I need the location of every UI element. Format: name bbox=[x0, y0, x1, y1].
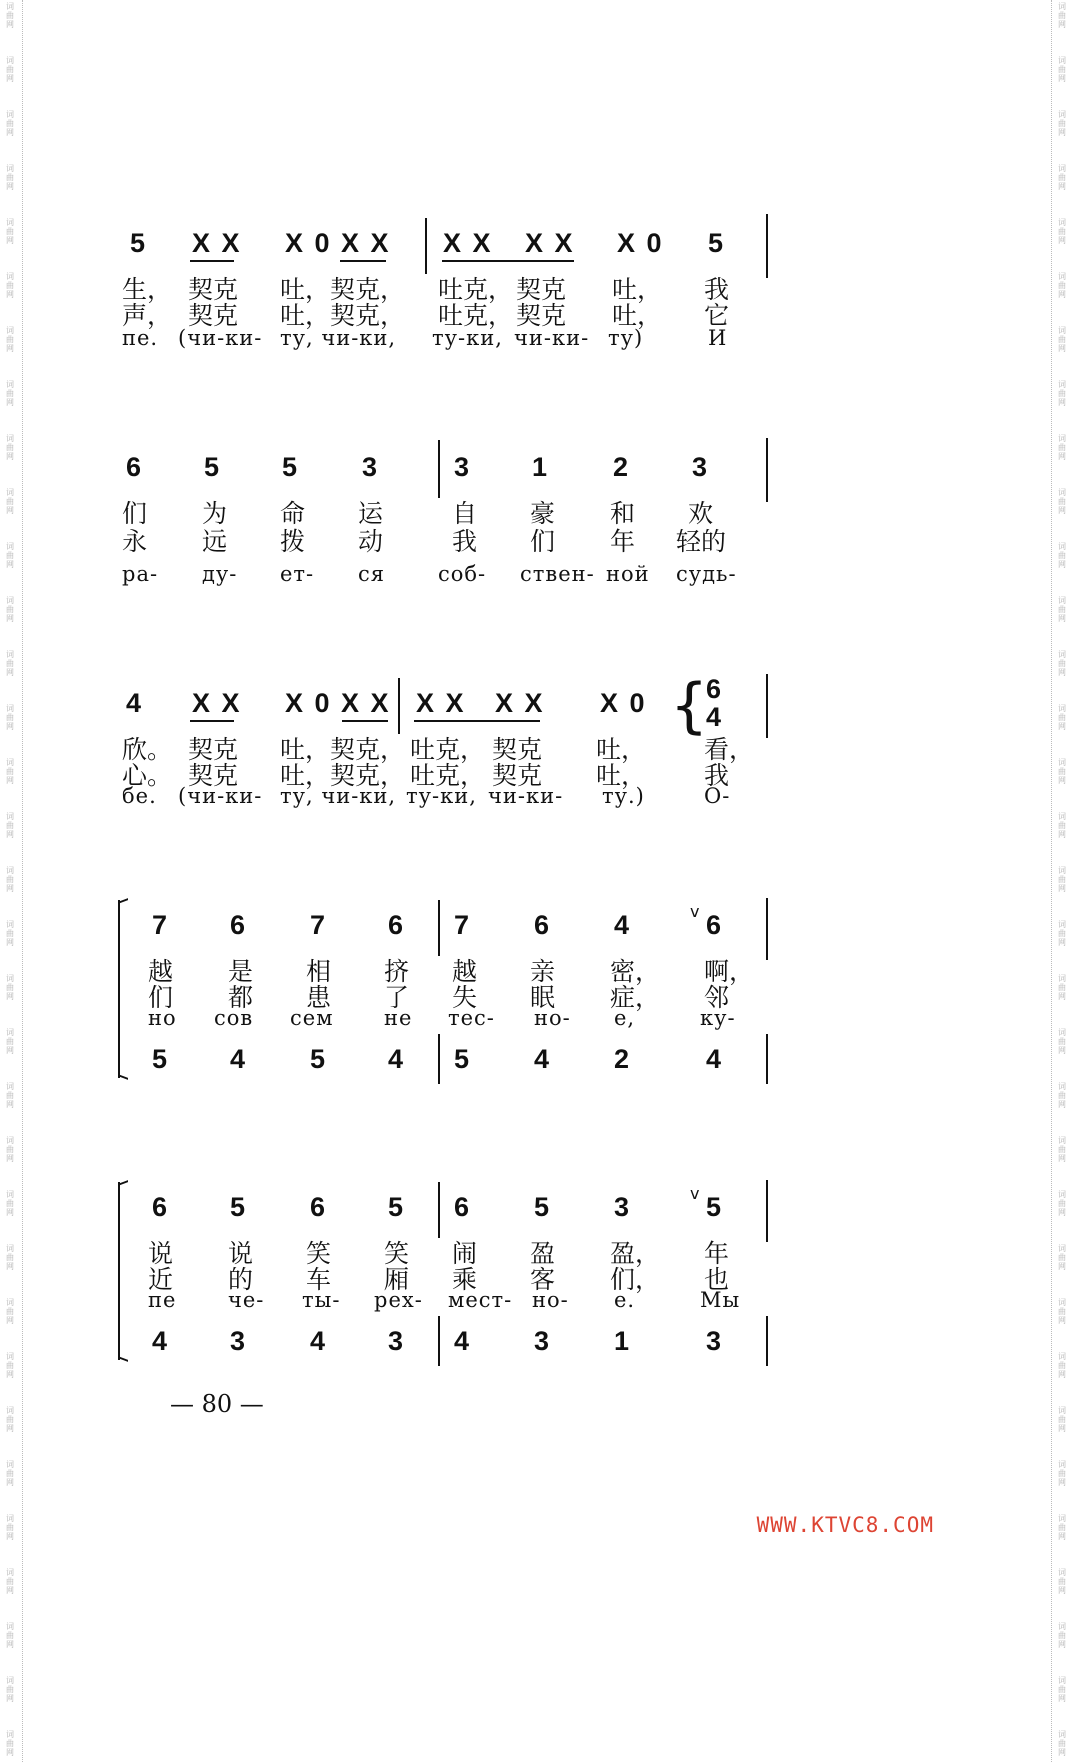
breath-mark: v bbox=[690, 1184, 700, 1203]
lyric: 契克 bbox=[492, 761, 543, 790]
edge-mark: 词 曲 网 bbox=[1058, 704, 1066, 731]
lyric: 吐，契克， bbox=[280, 761, 406, 790]
lyric: ту) bbox=[608, 326, 644, 350]
lyric: (чи-ки- bbox=[178, 784, 263, 808]
lyric: 是 bbox=[228, 957, 254, 986]
edge-mark: 词 曲 网 bbox=[6, 542, 14, 569]
lyric: 啊， bbox=[704, 957, 755, 986]
edge-mark: 词 曲 网 bbox=[6, 1730, 14, 1757]
lyric: 契克 bbox=[492, 735, 543, 764]
edge-mark: 词 曲 网 bbox=[1058, 812, 1066, 839]
edge-mark: 词 曲 网 bbox=[1058, 1136, 1066, 1163]
edge-mark: 词 曲 网 bbox=[6, 434, 14, 461]
lyric: 运 bbox=[358, 499, 384, 528]
note: 3 bbox=[692, 452, 710, 482]
edge-mark: 词 曲 网 bbox=[6, 326, 14, 353]
edge-mark: 词 曲 网 bbox=[6, 1352, 14, 1379]
lyric: рех- bbox=[374, 1288, 423, 1312]
edge-mark: 词 曲 网 bbox=[6, 812, 14, 839]
lyric: 吐克， bbox=[410, 761, 486, 790]
lyric: ту, чи-ки, bbox=[280, 326, 397, 350]
lyric: тес- bbox=[448, 1006, 495, 1030]
lyric: 吐， bbox=[612, 275, 663, 304]
lyric: 吐， bbox=[596, 735, 647, 764]
note: X 0 X X bbox=[285, 228, 391, 258]
bar-line bbox=[766, 1034, 768, 1084]
note: 4 bbox=[388, 1044, 406, 1074]
lyric: 厢 bbox=[384, 1265, 410, 1294]
edge-mark: 词 曲 网 bbox=[6, 56, 14, 83]
lyric: 吐，契克， bbox=[280, 301, 406, 330]
note: 4 bbox=[310, 1326, 328, 1356]
lyric: 都 bbox=[228, 983, 254, 1012]
note: X 0 bbox=[617, 228, 664, 258]
lyric: 和 bbox=[610, 499, 636, 528]
edge-mark: 词 曲 网 bbox=[1058, 1028, 1066, 1055]
lyric: ся bbox=[358, 562, 386, 586]
page-number: — 80 — bbox=[170, 1390, 264, 1418]
lyric: ной bbox=[606, 562, 650, 586]
edge-mark: 词 曲 网 bbox=[6, 1676, 14, 1703]
edge-mark: 词 曲 网 bbox=[1058, 1190, 1066, 1217]
edge-mark: 词 曲 网 bbox=[1058, 1568, 1066, 1595]
note: 1 bbox=[532, 452, 550, 482]
lyric: 生， bbox=[122, 275, 173, 304]
bar-line bbox=[425, 218, 427, 274]
lyric: 的 bbox=[228, 1265, 254, 1294]
note: X X bbox=[192, 228, 242, 258]
note: 3 bbox=[454, 452, 472, 482]
lyric: 自 bbox=[452, 499, 478, 528]
edge-mark: 词 曲 网 bbox=[6, 758, 14, 785]
lyric: сов bbox=[214, 1006, 254, 1030]
note: 3 bbox=[614, 1192, 632, 1222]
note: 5 bbox=[204, 452, 222, 482]
lyric: 契克 bbox=[516, 275, 567, 304]
underline bbox=[414, 720, 540, 722]
edge-mark: 词 曲 网 bbox=[1058, 110, 1066, 137]
note: 3 bbox=[388, 1326, 406, 1356]
lyric: ты- bbox=[302, 1288, 341, 1312]
edge-mark: 词 曲 网 bbox=[1058, 56, 1066, 83]
note: 4 bbox=[706, 702, 724, 732]
note: X X bbox=[416, 688, 466, 718]
lyric: 动 bbox=[358, 527, 384, 556]
edge-mark: 词 曲 网 bbox=[1058, 326, 1066, 353]
note: 6 bbox=[706, 674, 724, 704]
bar-line bbox=[438, 1034, 440, 1084]
lyric: соб- bbox=[438, 562, 487, 586]
lyric: 也 bbox=[704, 1265, 730, 1294]
edge-mark: 词 曲 网 bbox=[1058, 920, 1066, 947]
bar-line bbox=[766, 674, 768, 738]
underline bbox=[190, 260, 234, 262]
edge-mark: 词 曲 网 bbox=[1058, 1082, 1066, 1109]
lyric: ту, чи-ки, bbox=[280, 784, 397, 808]
lyric: е. bbox=[614, 1288, 636, 1312]
lyric: ту-ки, bbox=[432, 326, 503, 350]
lyric: 吐克， bbox=[438, 275, 514, 304]
lyric: ту-ки, bbox=[406, 784, 477, 808]
note: X X bbox=[443, 228, 493, 258]
lyric: 密， bbox=[610, 957, 661, 986]
edge-mark: 词 曲 网 bbox=[6, 1028, 14, 1055]
lyric: е, bbox=[614, 1006, 636, 1030]
lyric: 我 bbox=[452, 527, 478, 556]
lyric: 远 bbox=[202, 527, 228, 556]
lyric: 拨 bbox=[280, 527, 306, 556]
edge-mark: 词 曲 网 bbox=[1058, 218, 1066, 245]
right-margin-strip bbox=[1051, 0, 1074, 1762]
edge-mark: 词 曲 网 bbox=[1058, 542, 1066, 569]
note: 6 bbox=[310, 1192, 328, 1222]
edge-mark: 词 曲 网 bbox=[6, 218, 14, 245]
note: X X bbox=[495, 688, 545, 718]
note: 4 bbox=[534, 1044, 552, 1074]
bar-line bbox=[438, 1182, 440, 1238]
edge-mark: 词 曲 网 bbox=[6, 1136, 14, 1163]
lyric: пе. bbox=[122, 326, 159, 350]
edge-mark: 词 曲 网 bbox=[1058, 272, 1066, 299]
lyric: но- bbox=[534, 1006, 571, 1030]
note: X X bbox=[192, 688, 242, 718]
lyric: сем bbox=[290, 1006, 334, 1030]
note: 4 bbox=[454, 1326, 472, 1356]
edge-mark: 词 曲 网 bbox=[1058, 758, 1066, 785]
note: X 0 X X bbox=[285, 688, 391, 718]
edge-mark: 词 曲 网 bbox=[6, 1568, 14, 1595]
note: 1 bbox=[614, 1326, 632, 1356]
note: 5 bbox=[230, 1192, 248, 1222]
note: 5 bbox=[454, 1044, 472, 1074]
lyric: 欣。 bbox=[122, 735, 173, 764]
lyric: 盈 bbox=[530, 1239, 556, 1268]
lyric: че- bbox=[228, 1288, 265, 1312]
edge-mark: 词 曲 网 bbox=[6, 1244, 14, 1271]
edge-mark: 词 曲 网 bbox=[1058, 1406, 1066, 1433]
staff-bracket bbox=[118, 900, 130, 1078]
lyric: бе. bbox=[122, 784, 157, 808]
lyric: 吐克， bbox=[438, 301, 514, 330]
edge-mark: 词 曲 网 bbox=[1058, 1514, 1066, 1541]
lyric: 近 bbox=[148, 1265, 174, 1294]
edge-mark: 词 曲 网 bbox=[1058, 1730, 1066, 1757]
edge-mark: 词 曲 网 bbox=[1058, 1298, 1066, 1325]
note: 5 bbox=[534, 1192, 552, 1222]
edge-mark: 词 曲 网 bbox=[6, 164, 14, 191]
lyric: 越 bbox=[452, 957, 478, 986]
edge-mark: 词 曲 网 bbox=[1058, 434, 1066, 461]
note: 4 bbox=[126, 688, 144, 718]
lyric: 我 bbox=[704, 275, 730, 304]
lyric: 说 bbox=[148, 1239, 174, 1268]
note: 2 bbox=[613, 452, 631, 482]
lyric: 契克 bbox=[188, 275, 239, 304]
underline bbox=[442, 260, 574, 262]
note: 3 bbox=[534, 1326, 552, 1356]
note: 6 bbox=[152, 1192, 170, 1222]
note: 7 bbox=[310, 910, 328, 940]
edge-mark: 词 曲 网 bbox=[6, 272, 14, 299]
edge-mark: 词 曲 网 bbox=[6, 866, 14, 893]
bar-line bbox=[766, 1180, 768, 1242]
lyric: чи-ки- bbox=[488, 784, 564, 808]
lyric: 年 bbox=[610, 527, 636, 556]
lyric: 失 bbox=[452, 983, 478, 1012]
note: 5 bbox=[282, 452, 300, 482]
edge-mark: 词 曲 网 bbox=[1058, 974, 1066, 1001]
edge-mark: 词 曲 网 bbox=[6, 596, 14, 623]
note: 6 bbox=[534, 910, 552, 940]
edge-mark: 词 曲 网 bbox=[6, 650, 14, 677]
bar-line bbox=[766, 1316, 768, 1366]
lyric: 吐，契克， bbox=[280, 735, 406, 764]
lyric: 我 bbox=[704, 761, 730, 790]
lyric: 越 bbox=[148, 957, 174, 986]
lyric: Мы bbox=[700, 1288, 741, 1312]
lyric: 眠 bbox=[530, 983, 556, 1012]
note: 4 bbox=[614, 910, 632, 940]
note: 5 bbox=[706, 1192, 724, 1222]
lyric: ствен- bbox=[520, 562, 595, 586]
lyric: 说 bbox=[228, 1239, 254, 1268]
note: 6 bbox=[454, 1192, 472, 1222]
bar-line bbox=[438, 900, 440, 956]
underline bbox=[342, 720, 388, 722]
lyric: судь- bbox=[676, 562, 737, 586]
lyric: 契克 bbox=[188, 301, 239, 330]
note: 5 bbox=[152, 1044, 170, 1074]
lyric: 声， bbox=[122, 301, 173, 330]
lyric: 吐，契克， bbox=[280, 275, 406, 304]
edge-mark: 词 曲 网 bbox=[6, 704, 14, 731]
note: 7 bbox=[454, 910, 472, 940]
note: 3 bbox=[706, 1326, 724, 1356]
lyric: 症， bbox=[610, 983, 661, 1012]
note: 5 bbox=[310, 1044, 328, 1074]
lyric: ду- bbox=[202, 562, 238, 586]
edge-mark: 词 曲 网 bbox=[6, 1298, 14, 1325]
note: X X bbox=[525, 228, 575, 258]
note: 4 bbox=[230, 1044, 248, 1074]
note: 2 bbox=[614, 1044, 632, 1074]
lyric: 相 bbox=[306, 957, 332, 986]
lyric: 亲 bbox=[530, 957, 556, 986]
edge-mark: 词 曲 网 bbox=[1058, 1352, 1066, 1379]
lyric: но- bbox=[532, 1288, 569, 1312]
edge-mark: 词 曲 网 bbox=[6, 1406, 14, 1433]
edge-mark: 词 曲 网 bbox=[1058, 1460, 1066, 1487]
lyric: (чи-ки- bbox=[178, 326, 263, 350]
brace: { bbox=[670, 671, 709, 741]
bar-line bbox=[438, 1316, 440, 1366]
staff-bracket bbox=[118, 1182, 130, 1360]
bar-line bbox=[766, 898, 768, 960]
edge-mark: 词 曲 网 bbox=[1058, 164, 1066, 191]
lyric: 乘 bbox=[452, 1265, 478, 1294]
note: 3 bbox=[230, 1326, 248, 1356]
score-system-4 bbox=[130, 902, 890, 1090]
bar-line bbox=[438, 440, 440, 498]
edge-mark: 词 曲 网 bbox=[6, 920, 14, 947]
lyric: 患 bbox=[306, 983, 332, 1012]
edge-mark: 词 曲 网 bbox=[6, 1190, 14, 1217]
lyric: 们， bbox=[610, 1265, 661, 1294]
site-watermark: WWW.KTVC8.COM bbox=[756, 1513, 934, 1537]
lyric: 看， bbox=[704, 735, 755, 764]
edge-mark: 词 曲 网 bbox=[1058, 596, 1066, 623]
lyric: 永 bbox=[122, 527, 148, 556]
lyric: ту.) bbox=[602, 784, 645, 808]
lyric: 契克 bbox=[516, 301, 567, 330]
lyric: 们 bbox=[148, 983, 174, 1012]
lyric: 轻的 bbox=[676, 527, 727, 556]
lyric: 车 bbox=[306, 1265, 332, 1294]
edge-mark: 词 曲 网 bbox=[6, 1082, 14, 1109]
breath-mark: v bbox=[690, 902, 700, 921]
lyric: 吐克， bbox=[410, 735, 486, 764]
lyric: 它 bbox=[704, 301, 730, 330]
edge-mark: 词 曲 网 bbox=[6, 1460, 14, 1487]
score-system-3 bbox=[122, 671, 890, 818]
note: X 0 bbox=[600, 688, 647, 718]
lyric: ет- bbox=[280, 562, 315, 586]
lyric: 年 bbox=[704, 1239, 730, 1268]
lyric: 欢 bbox=[688, 499, 714, 528]
edge-mark: 词 曲 网 bbox=[1058, 1244, 1066, 1271]
note: 4 bbox=[152, 1326, 170, 1356]
bar-line bbox=[398, 678, 400, 734]
score-system-5 bbox=[130, 1184, 890, 1372]
lyric: 客 bbox=[530, 1265, 556, 1294]
lyric: чи-ки- bbox=[514, 326, 590, 350]
lyric: ра- bbox=[122, 562, 159, 586]
lyric: 挤 bbox=[384, 957, 410, 986]
lyric: 们 bbox=[530, 527, 556, 556]
underline bbox=[340, 260, 386, 262]
edge-mark: 词 曲 网 bbox=[1058, 380, 1066, 407]
underline bbox=[190, 720, 234, 722]
score-system-2 bbox=[122, 452, 890, 592]
edge-mark: 词 曲 网 bbox=[6, 974, 14, 1001]
edge-mark: 词 曲 网 bbox=[6, 2, 14, 29]
lyric: О- bbox=[704, 784, 731, 808]
edge-mark: 词 曲 网 bbox=[6, 380, 14, 407]
note: 5 bbox=[130, 228, 148, 258]
lyric: 笑 bbox=[306, 1239, 332, 1268]
note: 6 bbox=[706, 910, 724, 940]
score-system-1 bbox=[122, 228, 890, 358]
note: 7 bbox=[152, 910, 170, 940]
note: 3 bbox=[362, 452, 380, 482]
left-margin-strip bbox=[0, 0, 23, 1762]
lyric: 心。 bbox=[122, 761, 173, 790]
lyric: И bbox=[708, 326, 728, 350]
note: 6 bbox=[230, 910, 248, 940]
edge-mark: 词 曲 网 bbox=[1058, 650, 1066, 677]
lyric: мест- bbox=[448, 1288, 513, 1312]
lyric: не bbox=[384, 1006, 413, 1030]
note: 6 bbox=[126, 452, 144, 482]
note: 4 bbox=[706, 1044, 724, 1074]
lyric: 为 bbox=[202, 499, 228, 528]
edge-mark: 词 曲 网 bbox=[1058, 1622, 1066, 1649]
lyric: 闹 bbox=[452, 1239, 478, 1268]
bar-line bbox=[766, 438, 768, 502]
lyric: 豪 bbox=[530, 499, 556, 528]
lyric: 吐， bbox=[612, 301, 663, 330]
edge-mark: 词 曲 网 bbox=[1058, 2, 1066, 29]
edge-mark: 词 曲 网 bbox=[6, 1514, 14, 1541]
lyric: 笑 bbox=[384, 1239, 410, 1268]
lyric: 契克 bbox=[188, 761, 239, 790]
edge-mark: 词 曲 网 bbox=[6, 488, 14, 515]
lyric: 吐， bbox=[596, 761, 647, 790]
edge-mark: 词 曲 网 bbox=[1058, 488, 1066, 515]
edge-mark: 词 曲 网 bbox=[1058, 866, 1066, 893]
note: 5 bbox=[388, 1192, 406, 1222]
edge-mark: 词 曲 网 bbox=[1058, 1676, 1066, 1703]
lyric: 了 bbox=[384, 983, 410, 1012]
lyric: но bbox=[148, 1006, 177, 1030]
bar-line bbox=[766, 214, 768, 278]
edge-mark: 词 曲 网 bbox=[6, 1622, 14, 1649]
lyric: 邻 bbox=[704, 983, 730, 1012]
edge-mark: 词 曲 网 bbox=[6, 110, 14, 137]
lyric: пе bbox=[148, 1288, 177, 1312]
lyric: 命 bbox=[280, 499, 306, 528]
lyric: 们 bbox=[122, 499, 148, 528]
note: 5 bbox=[708, 228, 726, 258]
lyric: ку- bbox=[700, 1006, 736, 1030]
lyric: 契克 bbox=[188, 735, 239, 764]
note: 6 bbox=[388, 910, 406, 940]
lyric: 盈， bbox=[610, 1239, 661, 1268]
